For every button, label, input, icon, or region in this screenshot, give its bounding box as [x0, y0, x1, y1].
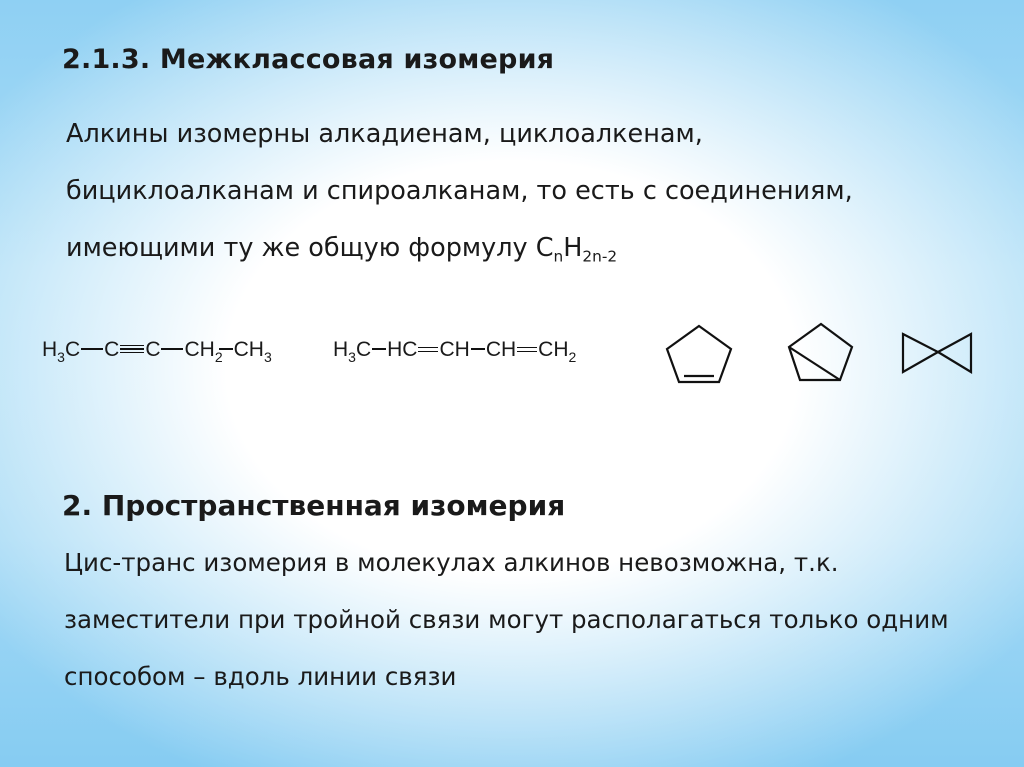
double-bond	[418, 347, 438, 352]
paragraph-line-2: бициклоалканам и спироалканам, то есть с соединениям,	[66, 176, 853, 206]
cyclopentene-structure	[662, 322, 738, 386]
section-heading-spatial-isomerism: 2. Пространственная изомерия	[62, 489, 566, 522]
formula-subscript-2n-2: 2n-2	[582, 247, 618, 266]
formula-subscript-n: n	[553, 247, 564, 266]
paragraph-line-3: способом – вдоль линии связи	[64, 662, 457, 691]
paragraph-line-1: Алкины изомерны алкадиенам, циклоалкенам,	[66, 119, 703, 149]
paragraph-line-3-text: имеющими ту же общую формулу C	[66, 233, 554, 263]
double-bond	[517, 347, 537, 352]
formula-h: H	[563, 233, 583, 263]
single-bond	[471, 348, 485, 350]
paragraph-line-2: заместители при тройной связи могут располагаться только одним	[64, 605, 949, 634]
section-heading-interclass-isomerism: 2.1.3. Межклассовая изомерия	[62, 44, 555, 75]
triple-bond	[120, 345, 144, 353]
section-paragraph-cis-trans	[64, 534, 949, 705]
single-bond	[161, 348, 183, 350]
single-bond	[81, 348, 103, 350]
bicyclopentane-structure	[783, 320, 859, 384]
section-paragraph-alkyne-isomers	[66, 106, 853, 285]
paragraph-line-3	[66, 220, 853, 285]
single-bond	[372, 348, 386, 350]
spiropentane-structure	[898, 328, 978, 378]
paragraph-line-1: Цис-транс изомерия в молекулах алкинов невозможна, т.к.	[64, 548, 839, 577]
butyne-formula: $H_3C$ C C $CH_2$ $CH_3$	[42, 338, 272, 365]
butadiene-formula: $H_3C$ HC CH CH $CH_2$	[333, 338, 577, 365]
